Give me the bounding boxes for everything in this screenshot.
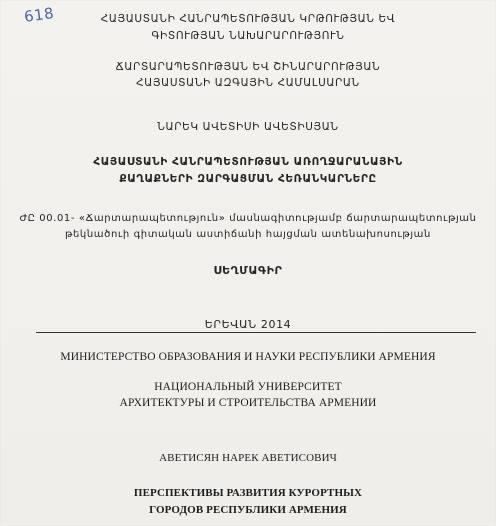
russian-author: АВЕТИСЯН НАРЕК АВЕТИСОВИЧ: [159, 452, 337, 464]
armenian-ministry-line-1: ՀԱՅԱՍՏԱՆԻ ՀԱՆՐԱՊԵՏՈՒԹՅԱՆ ԿՐԹՈՒԹՅԱՆ ԵՎ: [100, 13, 396, 25]
armenian-university-line-1: ՃԱՐՏԱՐԱՊԵՏՈՒԹՅԱՆ ԵՎ ՇԻՆԱՐԱՐՈՒԹՅԱՆ: [115, 61, 381, 73]
russian-title-line-2: ГОРОДОВ РЕСПУБЛИКИ АРМЕНИЯ: [149, 504, 347, 516]
armenian-ministry-line-2: ԳԻՏՈՒԹՅԱՆ ՆԱԽԱՐԱՐՈՒԹՅՈՒՆ: [151, 30, 345, 42]
russian-university-line-1: НАЦИОНАЛЬНЫЙ УНИВЕРСИТЕТ: [154, 381, 342, 393]
armenian-city-year: ԵՐԵՎԱՆ 2014: [204, 318, 292, 331]
handwritten-note: 618: [22, 3, 56, 27]
armenian-specialty-line-2: թեկնածուի գիտական աստիճանի հայցման ատենախոսության: [65, 229, 431, 240]
armenian-title-line-2: ՔԱՂԱՔՆԵՐԻ ԶԱՐԳԱՑՄԱՆ ՀԵՌԱՆԿԱՐՆԵՐԸ: [119, 173, 377, 185]
russian-university-line-2: АРХИТЕКТУРЫ И СТРОИТЕЛЬСТВА АРМЕНИИ: [119, 397, 377, 409]
armenian-specialty-line-1: ԺԸ 00.01- «Ճարտարապետություն» մասնագիտությամբ ճարտարապետության: [19, 213, 477, 224]
russian-ministry: МИНИСТЕРСТВО ОБРАЗОВАНИЯ И НАУКИ РЕСПУБЛИКИ АРМЕНИЯ: [60, 351, 436, 363]
armenian-university-line-2: ՀԱՅԱՍՏԱՆԻ ԱԶԳԱՅԻՆ ՀԱՄԱԼՍԱՐԱՆ: [136, 77, 360, 89]
russian-title-line-1: ПЕРСПЕКТИВЫ РАЗВИТИЯ КУРОРТНЫХ: [133, 487, 363, 499]
armenian-title-line-1: ՀԱՅԱՍՏԱՆԻ ՀԱՆՐԱՊԵՏՈՒԹՅԱՆ ԱՌՈՂՋԱՐԱՆԱՅԻՆ: [93, 156, 403, 168]
armenian-author: ՆԱՐԵԿ ԱՎԵՏԻՍԻ ԱՎԵՏԻՍՅԱՆ: [157, 121, 339, 133]
armenian-abstract-label: ՍԵՂՄԱԳԻՐ: [213, 264, 283, 277]
section-divider: [36, 332, 476, 333]
